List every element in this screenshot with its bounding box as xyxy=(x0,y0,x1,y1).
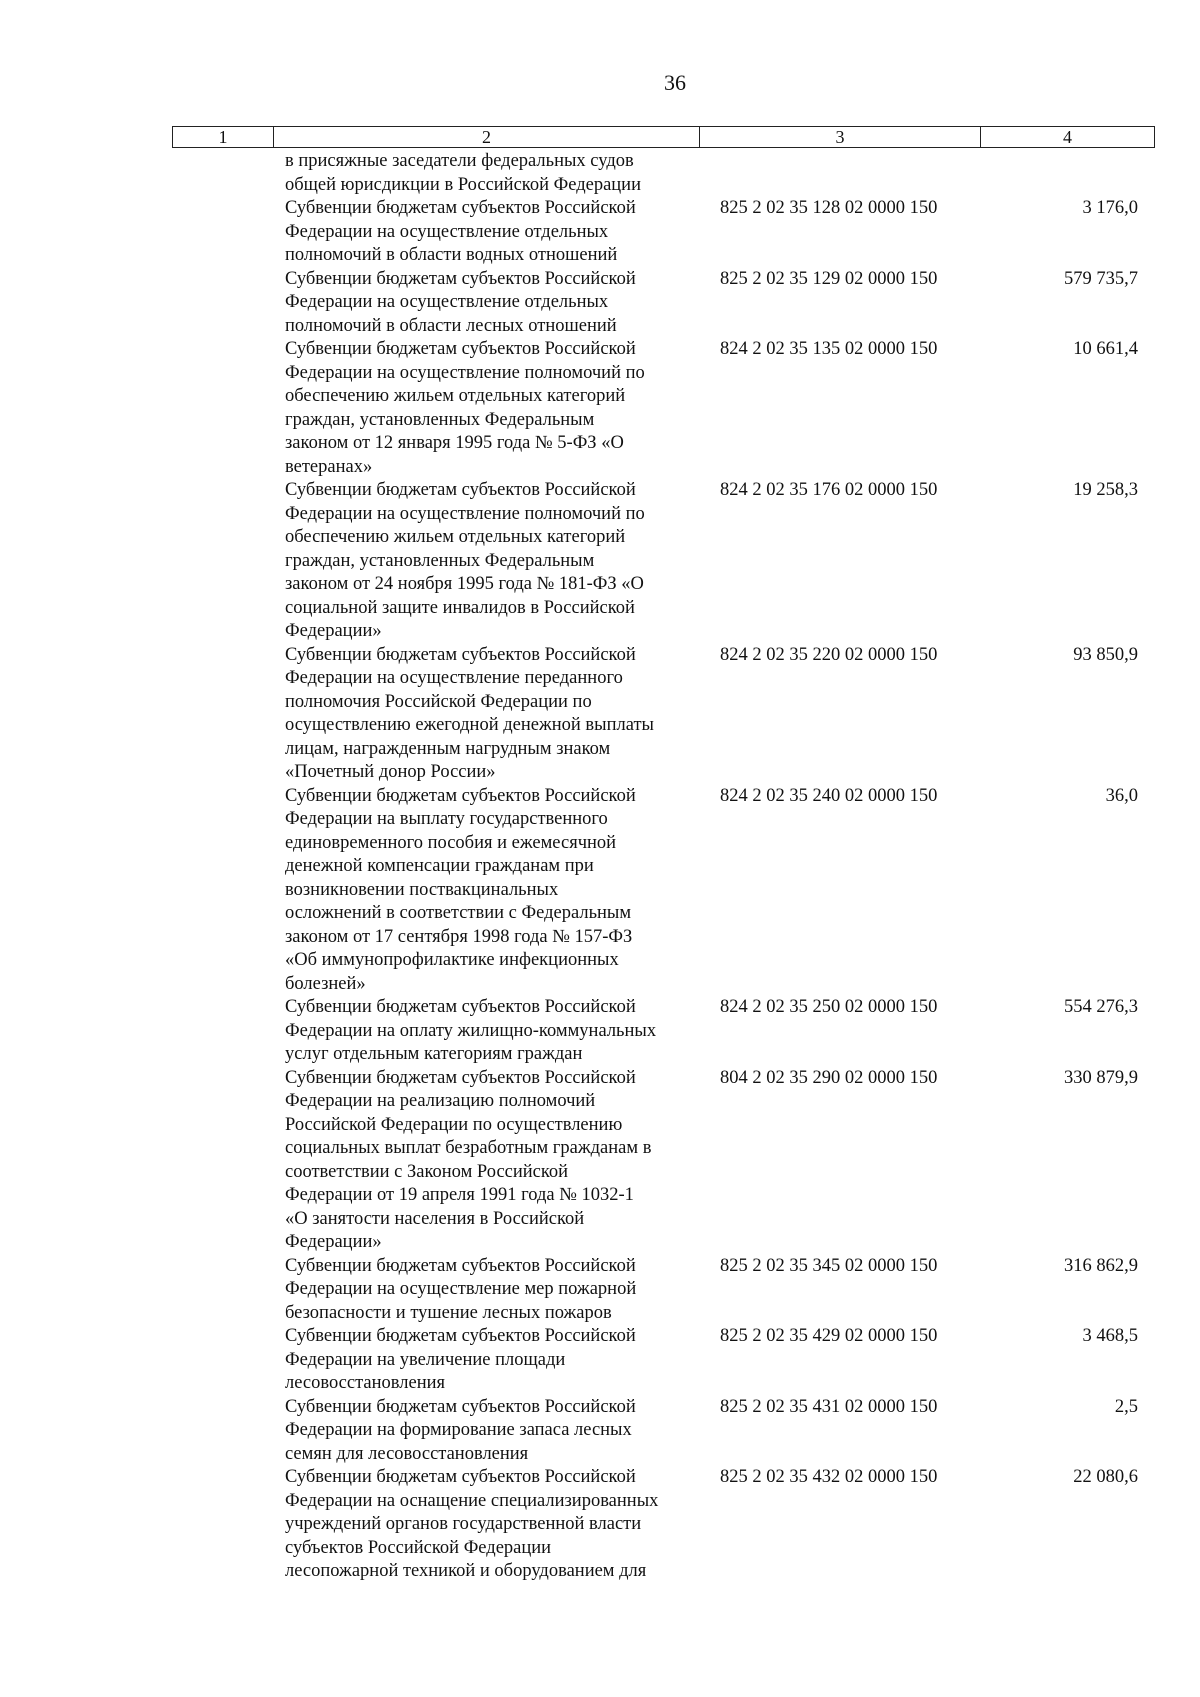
budget-code-cell: 824 2 02 35 176 02 0000 150 xyxy=(720,480,938,500)
description-line: Субвенции бюджетам субъектов Российской xyxy=(285,480,636,500)
column-header-1: 1 xyxy=(173,127,274,148)
description-line: обеспечению жильем отдельных категорий xyxy=(285,527,626,547)
table-row xyxy=(172,1396,1150,1467)
description-line: Федерации на увеличение площади xyxy=(285,1349,566,1370)
description-line: Субвенции бюджетам субъектов Российской xyxy=(285,1255,636,1276)
description-line: Федерации на осуществление переданного xyxy=(285,668,623,688)
row-number-cell xyxy=(172,1466,272,1584)
description-line: семян для лесовосстановления xyxy=(285,1443,529,1464)
budget-code-cell: 824 2 02 35 240 02 0000 150 xyxy=(720,785,938,806)
budget-code-cell: 824 2 02 35 135 02 0000 150 xyxy=(720,339,938,359)
description-line: болезней» xyxy=(285,973,366,994)
amount-cell: 93 850,9 xyxy=(1073,644,1138,665)
description-cell xyxy=(272,996,697,1067)
description-line: услуг отдельным категориям граждан xyxy=(285,1044,583,1064)
description-line: Субвенции бюджетам субъектов Российской xyxy=(285,644,636,665)
description-cell xyxy=(272,785,697,997)
description-line: Федерации» xyxy=(285,621,382,641)
row-number-cell xyxy=(172,1396,272,1467)
description-line: законом от 24 ноября 1995 года № 181-ФЗ «О xyxy=(285,574,644,594)
table-row xyxy=(172,268,1150,339)
amount-cell: 10 661,4 xyxy=(1073,339,1138,359)
budget-code-cell: 804 2 02 35 290 02 0000 150 xyxy=(720,1067,938,1088)
description-line: Субвенции бюджетам субъектов Российской xyxy=(285,785,636,806)
table-row xyxy=(172,197,1150,268)
column-header-2: 2 xyxy=(274,127,700,148)
description-line: лесопожарной техникой и оборудованием для xyxy=(285,1561,647,1581)
description-line: общей юрисдикции в Российской Федерации xyxy=(285,174,641,195)
description-cell xyxy=(272,644,697,785)
description-cell xyxy=(272,1466,697,1584)
budget-code-cell: 825 2 02 35 128 02 0000 150 xyxy=(720,198,938,218)
description-line: Федерации на оснащение специализированных xyxy=(285,1490,659,1511)
description-line: Федерации на осуществление отдельных xyxy=(285,221,609,242)
description-line: полномочия Российской Федерации по xyxy=(285,691,592,712)
row-number-cell xyxy=(172,1325,272,1396)
description-line: Федерации на оплату жилищно-коммунальных xyxy=(285,1020,657,1041)
description-line: Российской Федерации по осуществлению xyxy=(285,1114,623,1135)
amount-cell: 579 735,7 xyxy=(1064,268,1138,289)
description-cell xyxy=(272,1396,697,1467)
description-line: «Об иммунопрофилактике инфекционных xyxy=(285,950,619,970)
table-row xyxy=(172,150,1150,197)
budget-code-cell: 825 2 02 35 129 02 0000 150 xyxy=(720,268,938,289)
description-cell xyxy=(272,197,697,268)
description-line: «О занятости населения в Российской xyxy=(285,1208,585,1229)
description-line: полномочий в области лесных отношений xyxy=(285,315,617,336)
description-line: социальных выплат безработным гражданам в xyxy=(285,1138,652,1158)
description-line: Субвенции бюджетам субъектов Российской xyxy=(285,1396,636,1417)
table-row xyxy=(172,479,1150,644)
row-number-cell xyxy=(172,996,272,1067)
amount-cell: 3 176,0 xyxy=(1082,198,1138,218)
table-row xyxy=(172,1255,1150,1326)
description-line: Субвенции бюджетам субъектов Российской xyxy=(285,268,636,289)
description-line: Субвенции бюджетам субъектов Российской xyxy=(285,198,636,218)
column-header-4: 4 xyxy=(981,127,1155,148)
budget-code-cell: 824 2 02 35 220 02 0000 150 xyxy=(720,644,938,665)
description-line: Субвенции бюджетам субъектов Российской xyxy=(285,1326,636,1346)
description-line: «Почетный донор России» xyxy=(285,762,496,782)
description-line: денежной компенсации гражданам при xyxy=(285,856,594,876)
amount-cell: 554 276,3 xyxy=(1064,997,1138,1017)
description-line: граждан, установленных Федеральным xyxy=(285,409,595,430)
table-row xyxy=(172,338,1150,479)
description-cell xyxy=(272,1067,697,1255)
description-line: ветеранах» xyxy=(285,456,373,477)
description-cell xyxy=(272,479,697,644)
amount-cell: 330 879,9 xyxy=(1064,1067,1138,1088)
description-line: полномочий в области водных отношений xyxy=(285,245,618,265)
description-line: Федерации на формирование запаса лесных xyxy=(285,1420,632,1440)
row-number-cell xyxy=(172,197,272,268)
description-line: учреждений органов государственной власти xyxy=(285,1514,642,1534)
description-cell xyxy=(272,1255,697,1326)
description-line: законом от 12 января 1995 года № 5-ФЗ «О xyxy=(285,433,624,453)
column-header-row xyxy=(173,127,1155,148)
row-number-cell xyxy=(172,150,272,197)
description-line: безопасности и тушение лесных пожаров xyxy=(285,1302,612,1323)
row-number-cell xyxy=(172,479,272,644)
amount-cell xyxy=(977,150,1150,197)
row-number-cell xyxy=(172,268,272,339)
budget-code-cell: 825 2 02 35 432 02 0000 150 xyxy=(720,1467,938,1487)
row-number-cell xyxy=(172,1255,272,1326)
description-cell xyxy=(272,268,697,339)
description-line: законом от 17 сентября 1998 года № 157-ФЗ xyxy=(285,926,633,947)
amount-cell: 3 468,5 xyxy=(1082,1326,1138,1346)
budget-code-cell xyxy=(697,150,977,197)
column-header-3: 3 xyxy=(700,127,981,148)
description-line: социальной защите инвалидов в Российской xyxy=(285,597,635,618)
description-line: лицам, награжденным нагрудным знаком xyxy=(285,738,611,759)
description-line: Субвенции бюджетам субъектов Российской xyxy=(285,339,636,359)
row-number-cell xyxy=(172,338,272,479)
description-line: обеспечению жильем отдельных категорий xyxy=(285,386,626,406)
description-cell xyxy=(272,338,697,479)
row-number-cell xyxy=(172,644,272,785)
table-row xyxy=(172,1067,1150,1255)
amount-cell: 19 258,3 xyxy=(1073,480,1138,500)
table-row xyxy=(172,644,1150,785)
page-number: 36 xyxy=(664,70,686,95)
description-line: субъектов Российской Федерации xyxy=(285,1537,552,1558)
description-line: Субвенции бюджетам субъектов Российской xyxy=(285,1067,636,1088)
budget-code-cell: 825 2 02 35 429 02 0000 150 xyxy=(720,1326,938,1346)
description-line: единовременного пособия и ежемесячной xyxy=(285,832,617,853)
description-line: Федерации на осуществление отдельных xyxy=(285,292,609,312)
description-line: Федерации на реализацию полномочий xyxy=(285,1091,596,1111)
description-line: возникновении поствакцинальных xyxy=(285,879,559,900)
description-line: Федерации от 19 апреля 1991 года № 1032-1 xyxy=(285,1185,634,1205)
table-row xyxy=(172,785,1150,997)
table-row xyxy=(172,1466,1150,1584)
row-number-cell xyxy=(172,785,272,997)
budget-code-cell: 824 2 02 35 250 02 0000 150 xyxy=(720,997,938,1017)
description-line: Федерации на осуществление полномочий по xyxy=(285,362,645,383)
table-row xyxy=(172,1325,1150,1396)
description-line: осложнений в соответствии с Федеральным xyxy=(285,903,632,923)
description-line: Субвенции бюджетам субъектов Российской xyxy=(285,1467,636,1487)
description-line: Субвенции бюджетам субъектов Российской xyxy=(285,997,636,1017)
description-line: Федерации на выплату государственного xyxy=(285,809,608,829)
budget-table-body xyxy=(172,150,1150,1584)
description-cell xyxy=(272,150,697,197)
description-line: в присяжные заседатели федеральных судов xyxy=(285,151,634,171)
column-header-table xyxy=(172,126,1155,148)
amount-cell: 36,0 xyxy=(1105,785,1138,806)
amount-cell: 22 080,6 xyxy=(1073,1467,1138,1487)
description-line: соответствии с Законом Российской xyxy=(285,1161,569,1182)
description-line: Федерации» xyxy=(285,1232,382,1252)
amount-cell: 316 862,9 xyxy=(1064,1255,1138,1276)
description-line: граждан, установленных Федеральным xyxy=(285,550,595,571)
description-line: лесовосстановления xyxy=(285,1373,446,1393)
description-line: Федерации на осуществление полномочий по xyxy=(285,503,645,524)
description-line: осуществлению ежегодной денежной выплаты xyxy=(285,715,654,735)
row-number-cell xyxy=(172,1067,272,1255)
budget-code-cell: 825 2 02 35 345 02 0000 150 xyxy=(720,1255,938,1276)
table-row xyxy=(172,996,1150,1067)
budget-code-cell: 825 2 02 35 431 02 0000 150 xyxy=(720,1396,938,1417)
description-line: Федерации на осуществление мер пожарной xyxy=(285,1279,637,1299)
description-cell xyxy=(272,1325,697,1396)
amount-cell: 2,5 xyxy=(1114,1396,1138,1417)
